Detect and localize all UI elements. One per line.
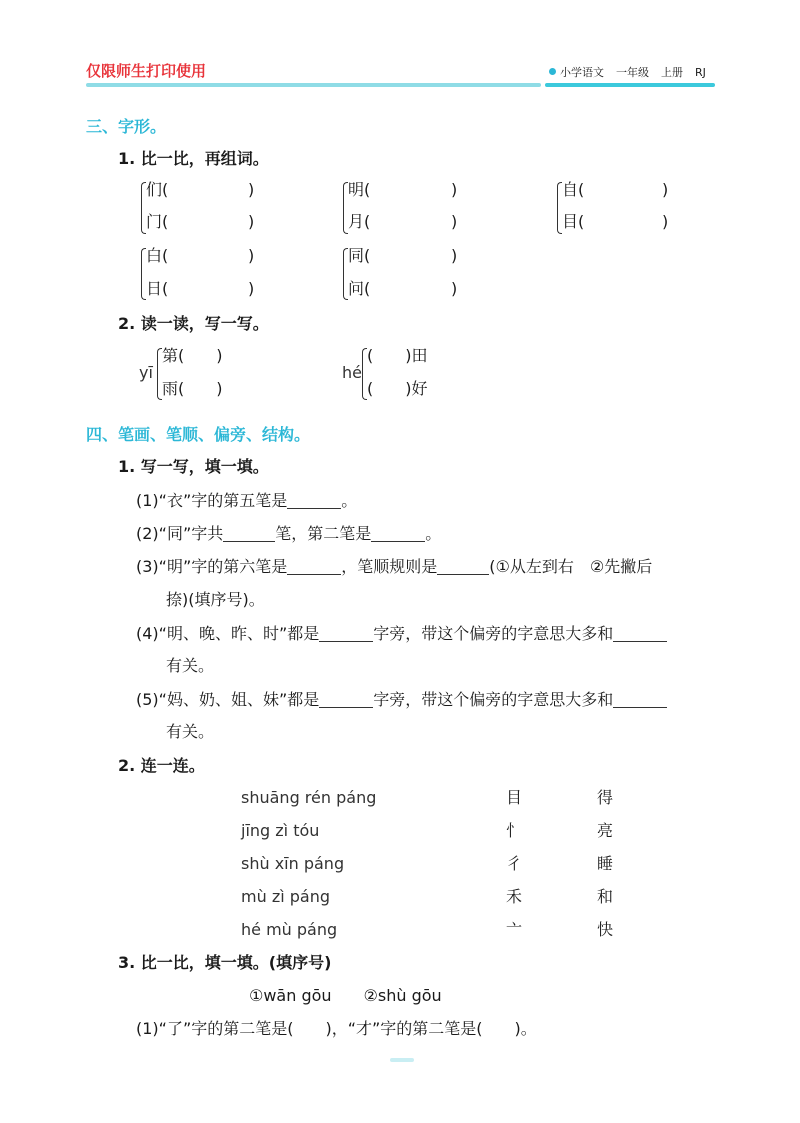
- section-title: 四、笔画、笔顺、偏旁、结构。: [86, 425, 311, 444]
- item-text: (2)“同”字共: [136, 524, 224, 543]
- header-bar-left: [86, 83, 541, 87]
- item-text: 捺)(填序号)。: [166, 590, 265, 609]
- match-pinyin[interactable]: mù zì páng: [241, 887, 330, 906]
- item-text: 有关。: [166, 656, 215, 675]
- question-title: 3. 比一比，填一填。(填序号): [118, 953, 332, 972]
- pinyin: hé: [342, 363, 362, 382]
- pair-paren: ): [248, 279, 255, 298]
- match-radical[interactable]: 禾: [506, 887, 523, 906]
- answer-blank[interactable]: [287, 490, 341, 509]
- answer-blank[interactable]: [319, 623, 373, 642]
- item-text: (5)“妈、奶、姐、妹”都是: [136, 690, 320, 709]
- fill-item: (1)“了”字的第二笔是( )，“才”字的第二笔是( )。: [136, 1019, 537, 1038]
- item-text: 。: [341, 491, 358, 510]
- answer-blank[interactable]: [437, 556, 489, 575]
- answer-blank[interactable]: [223, 523, 275, 542]
- pair-paren: ): [451, 246, 458, 265]
- term: 上册: [661, 66, 683, 79]
- question-title: 1. 写一写，填一填。: [118, 457, 269, 476]
- pair-char: 们(: [146, 180, 169, 199]
- pair-char: 同(: [348, 246, 371, 265]
- header-bar-right: [545, 83, 715, 87]
- pair-char: 明(: [348, 180, 371, 199]
- match-radical[interactable]: 亠: [506, 920, 523, 939]
- fill-item: [136, 623, 667, 644]
- fill-item: [136, 689, 667, 710]
- pair-char: 问(: [348, 279, 371, 298]
- question-title: 2. 读一读，写一写。: [118, 314, 269, 333]
- pair-paren: ): [451, 279, 458, 298]
- print-notice: 仅限师生打印使用: [86, 62, 207, 80]
- match-radical[interactable]: 忄: [506, 821, 523, 840]
- answer-blank[interactable]: [613, 623, 667, 642]
- item-text: 有关。: [166, 722, 215, 741]
- answer-blank[interactable]: [319, 689, 373, 708]
- answer-line: 第( ): [162, 346, 223, 365]
- pair-char: 月(: [348, 212, 371, 231]
- pair-paren: ): [248, 180, 255, 199]
- item-text: (1)“衣”字的第五笔是: [136, 491, 288, 510]
- section-title: 三、字形。: [86, 117, 167, 136]
- match-char[interactable]: 和: [597, 887, 614, 906]
- item-text: (3)“明”字的第六笔是: [136, 557, 288, 576]
- subject: 小学语文: [560, 66, 604, 79]
- pair-paren: ): [451, 212, 458, 231]
- pair-paren: ): [248, 212, 255, 231]
- match-pinyin[interactable]: shù xīn páng: [241, 854, 345, 873]
- match-pinyin[interactable]: shuāng rén páng: [241, 788, 377, 807]
- stroke-options: ①wān gōu ②shù gōu: [249, 986, 442, 1005]
- edition: RJ: [695, 66, 706, 79]
- pair-char: 目(: [562, 212, 585, 231]
- pair-char: 日(: [146, 279, 169, 298]
- item-text: 笔，第二笔是: [275, 524, 372, 543]
- pair-paren: ): [248, 246, 255, 265]
- item-text: 字旁，带这个偏旁的字意思大多和: [373, 624, 614, 643]
- answer-line: 雨( ): [162, 379, 223, 398]
- match-pinyin[interactable]: jīng zì tóu: [241, 821, 320, 840]
- item-text: 。: [425, 524, 442, 543]
- answer-blank[interactable]: [371, 523, 425, 542]
- pair-char: 白(: [146, 246, 169, 265]
- match-char[interactable]: 睡: [597, 854, 614, 873]
- item-text: (①从左到右 ②先撇后: [489, 557, 653, 576]
- book-info: [549, 66, 706, 80]
- pinyin: yī: [139, 363, 153, 382]
- dot-icon: [549, 68, 556, 75]
- match-radical[interactable]: 彳: [506, 854, 523, 873]
- question-title: 1. 比一比，再组词。: [118, 149, 269, 168]
- answer-line: ( )好: [367, 379, 428, 398]
- question-title: 2. 连一连。: [118, 756, 205, 775]
- fill-item: [136, 556, 652, 577]
- item-text: ，笔顺规则是: [341, 557, 438, 576]
- pair-char: 自(: [562, 180, 585, 199]
- item-text: (4)“明、晚、昨、时”都是: [136, 624, 320, 643]
- match-char[interactable]: 亮: [597, 821, 614, 840]
- pair-char: 门(: [146, 212, 169, 231]
- item-text: 字旁，带这个偏旁的字意思大多和: [373, 690, 614, 709]
- match-char[interactable]: 得: [597, 788, 614, 807]
- grade: 一年级: [616, 66, 649, 79]
- page-bottom-strip: [390, 1058, 414, 1062]
- match-radical[interactable]: 目: [506, 788, 523, 807]
- pair-paren: ): [451, 180, 458, 199]
- match-char[interactable]: 快: [597, 920, 614, 939]
- answer-blank[interactable]: [613, 689, 667, 708]
- answer-blank[interactable]: [287, 556, 341, 575]
- pair-paren: ): [662, 180, 669, 199]
- pair-paren: ): [662, 212, 669, 231]
- fill-item: [136, 523, 441, 544]
- answer-line: ( )田: [367, 346, 428, 365]
- match-pinyin[interactable]: hé mù páng: [241, 920, 338, 939]
- fill-item: [136, 490, 357, 511]
